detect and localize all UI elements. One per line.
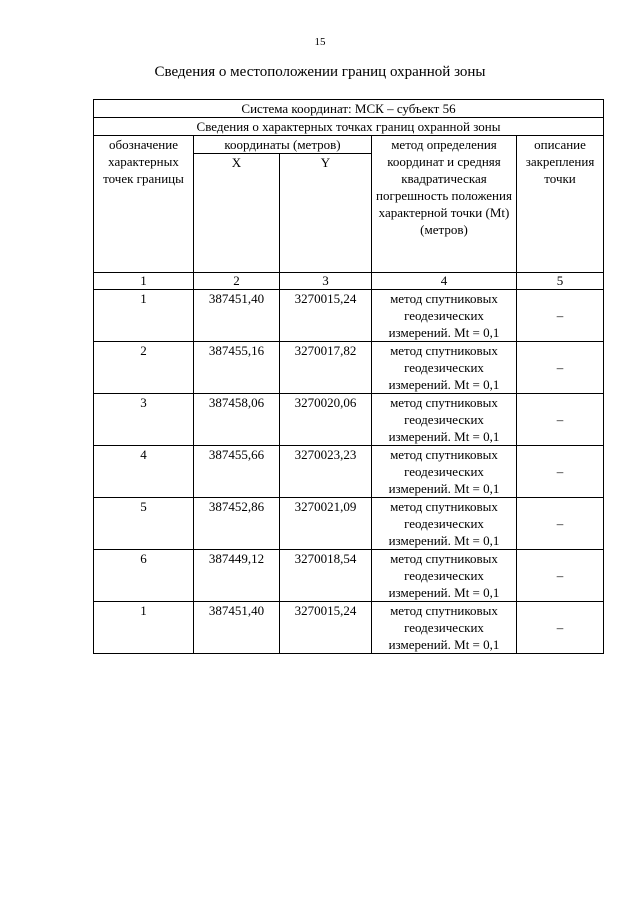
x-coordinate: 387449,12 <box>194 550 280 602</box>
method-cell: метод спутниковых геодезических измерений. Mt = 0,1 <box>372 498 517 550</box>
coordinate-system-row: Система координат: МСК – субъект 56 <box>94 100 604 118</box>
y-coordinate: 3270021,09 <box>280 498 372 550</box>
point-id: 5 <box>94 498 194 550</box>
point-id: 4 <box>94 446 194 498</box>
document-title: Сведения о местоположении границ охранной зоны <box>154 64 486 80</box>
header-point-designation: обозначение характерных точек границы <box>94 136 194 273</box>
table-row <box>94 290 604 342</box>
description-cell: – <box>517 394 604 446</box>
y-coordinate: 3270023,23 <box>280 446 372 498</box>
description-cell: – <box>517 342 604 394</box>
description-cell: – <box>517 550 604 602</box>
y-coordinate: 3270017,82 <box>280 342 372 394</box>
header-y: Y <box>280 154 372 273</box>
column-number: 1 <box>94 273 194 290</box>
method-cell: метод спутниковых геодезических измерений. Mt = 0,1 <box>372 550 517 602</box>
page-number: 15 <box>314 36 326 48</box>
x-coordinate: 387458,06 <box>194 394 280 446</box>
table-row <box>94 342 604 394</box>
table-row <box>94 394 604 446</box>
y-coordinate: 3270018,54 <box>280 550 372 602</box>
method-cell: метод спутниковых геодезических измерений. Mt = 0,1 <box>372 446 517 498</box>
point-id: 1 <box>94 290 194 342</box>
table-row <box>94 498 604 550</box>
point-id: 6 <box>94 550 194 602</box>
point-id: 2 <box>94 342 194 394</box>
table-row <box>94 602 604 654</box>
x-coordinate: 387451,40 <box>194 290 280 342</box>
method-cell: метод спутниковых геодезических измерений. Mt = 0,1 <box>372 394 517 446</box>
point-id: 1 <box>94 602 194 654</box>
method-cell: метод спутниковых геодезических измерений. Mt = 0,1 <box>372 290 517 342</box>
method-cell: метод спутниковых геодезических измерений. Mt = 0,1 <box>372 342 517 394</box>
x-coordinate: 387455,16 <box>194 342 280 394</box>
header-description: описание закрепления точки <box>517 136 604 273</box>
boundary-points-table <box>93 99 604 654</box>
x-coordinate: 387455,66 <box>194 446 280 498</box>
header-method: метод определения координат и средняя квадратическая погрешность положения характерной точки (Mt) (метров) <box>372 136 517 273</box>
x-coordinate: 387452,86 <box>194 498 280 550</box>
description-cell: – <box>517 290 604 342</box>
column-number: 3 <box>280 273 372 290</box>
column-number: 4 <box>372 273 517 290</box>
y-coordinate: 3270020,06 <box>280 394 372 446</box>
y-coordinate: 3270015,24 <box>280 602 372 654</box>
description-cell: – <box>517 498 604 550</box>
points-info-row: Сведения о характерных точках границ охранной зоны <box>94 118 604 136</box>
table-row <box>94 550 604 602</box>
x-coordinate: 387451,40 <box>194 602 280 654</box>
header-coordinates: координаты (метров) <box>194 136 372 154</box>
column-number: 2 <box>194 273 280 290</box>
method-cell: метод спутниковых геодезических измерений. Mt = 0,1 <box>372 602 517 654</box>
y-coordinate: 3270015,24 <box>280 290 372 342</box>
description-cell: – <box>517 446 604 498</box>
description-cell: – <box>517 602 604 654</box>
header-x: X <box>194 154 280 273</box>
column-number: 5 <box>517 273 604 290</box>
table-row <box>94 446 604 498</box>
point-id: 3 <box>94 394 194 446</box>
